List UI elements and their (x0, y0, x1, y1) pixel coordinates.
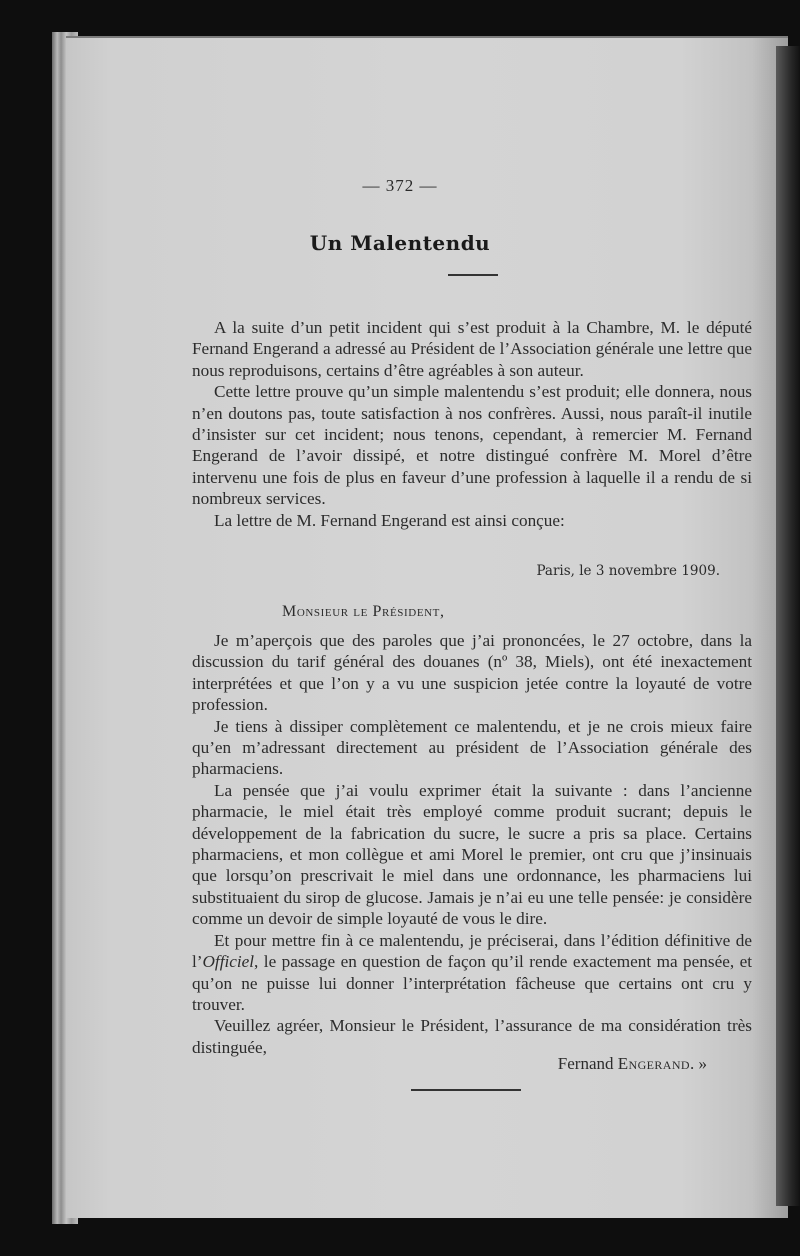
signature-last-name: Engerand (617, 1054, 690, 1073)
letter-body (192, 630, 752, 1058)
letter-paragraph-officiel (192, 930, 752, 1016)
letter-salutation: Monsieur le Président, (282, 603, 445, 620)
page-number: — 372 — (362, 176, 438, 195)
letter-paragraph: Je tiens à dissiper complètement ce malentendu, et je ne crois mieux faire qu’en m’adressant directement au président de l’Association générale des pharmaciens. (192, 716, 752, 779)
intro-paragraph: Cette lettre prouve qu’un simple malentendu s’est produit; elle donnera, nous n’en doutons pas, toute satisfaction à nos confrères. Aussi, nous paraît-il inutile d’insister sur cet incident; nous tenons, cependant, à remercier M. Fernand Engerand de l’avoir dissipé, et notre distingué confrère M. Morel d’être intervenu une fois de plus en faveur d’une profession à laquelle il a rendu de si nombreux services. (192, 382, 752, 509)
article-title: Un Malentendu (309, 231, 491, 255)
officiel-after: , le passage en question de façon qu’il rende exactement ma pensée, et qu’on ne puisse lui donner l’interprétation fâcheuse que certains ont cru y trouver. (192, 952, 752, 1014)
intro-paragraph: La lettre de M. Fernand Engerand est ainsi conçue: (214, 510, 565, 530)
title-divider (448, 274, 498, 276)
letter-closing: Veuillez agréer, Monsieur le Président, l’assurance de ma considération très distinguée, (192, 1016, 752, 1057)
officiel-before: Et pour mettre fin à ce malentendu, je préciserai, dans l’édition définitive de l’ (192, 930, 752, 972)
letter-paragraph: Je m’aperçois que des paroles que j’ai prononcées, le 27 octobre, dans la discussion du tarif général des douanes (nº 38, Miels), ont été inexactement interprétées et que l’on y a vu une suspicion jetée contre la loyauté de votre profession. (192, 631, 752, 715)
letter-signature (192, 1054, 707, 1074)
letter-paragraph: La pensée que j’ai voulu exprimer était la suivante : dans l’ancienne pharmacie, le miel était très employé comme produit sucrant; depuis le développement de la fabrication du sucre, le sucre a pris sa place. Certains pharmaciens, et mon collègue et ami Morel le premier, ont cru que j’insinuais que lorsqu’on prescrivait le miel dans une ordonnance, les pharmaciens lui substituaient du sirop de glucose. Jamais je n’ai eu une telle pensée: je considère comme un devoir de simple loyauté de vous le dire. (192, 780, 752, 929)
officiel-italic: Officiel (202, 952, 255, 972)
signature-first-name: Fernand (557, 1054, 614, 1073)
intro-text (192, 317, 752, 531)
intro-paragraph: A la suite d’un petit incident qui s’est produit à la Chambre, M. le député Fernand Engerand a adressé au Président de l’Association générale une lettre que nous reproduisons, certains d’être agréables à son auteur. (192, 318, 752, 380)
page-gutter-shadow (776, 46, 800, 1206)
signature-end: . » (690, 1054, 707, 1073)
end-divider (411, 1089, 521, 1091)
letter-date: Paris, le 3 novembre 1909. (536, 563, 720, 579)
